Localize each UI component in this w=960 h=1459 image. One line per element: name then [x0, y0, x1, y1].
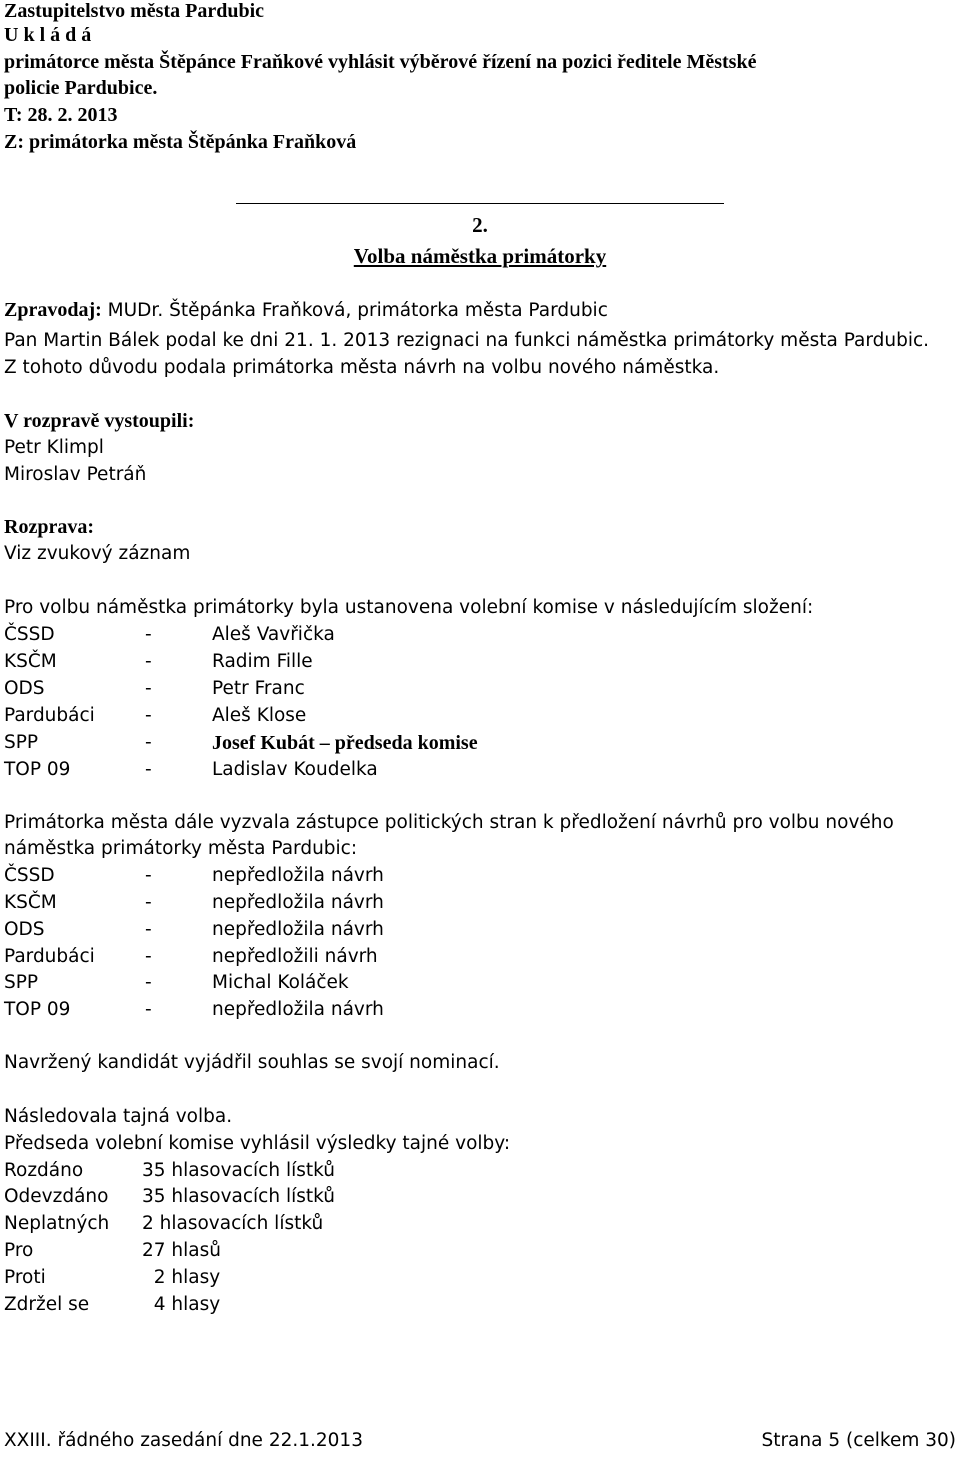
speaker-1: Petr Klimpl: [4, 437, 104, 458]
section-number: 2.: [472, 213, 488, 237]
proposal-value: nepředložila návrh: [212, 865, 384, 886]
commission-dash: -: [145, 678, 152, 699]
commission-dash: -: [145, 732, 152, 753]
proposal-value: nepředložila návrh: [212, 919, 384, 940]
proposal-party: TOP 09: [4, 999, 71, 1020]
intro-line-2: Z tohoto důvodu podala primátorka města návrh na volbu nového náměstka.: [4, 357, 720, 378]
header-line-3: primátorce města Štěpánce Fraňkové vyhlásit výběrové řízení na pozici ředitele Městské: [4, 51, 757, 73]
vote-value: 35 hlasovacích lístků: [142, 1160, 335, 1181]
vote-label: Neplatných: [4, 1213, 110, 1234]
commission-dash: -: [145, 759, 152, 780]
header-line-1: Zastupitelstvo města Pardubic: [4, 0, 264, 22]
commission-dash: -: [145, 651, 152, 672]
vote-line-2: Předseda volební komise vyhlásil výsledky tajné volby:: [4, 1133, 511, 1154]
commission-member: Ladislav Koudelka: [212, 759, 378, 780]
commission-party: TOP 09: [4, 759, 71, 780]
proposal-party: ČSSD: [4, 865, 55, 886]
commission-dash: -: [145, 705, 152, 726]
header-line-4: policie Pardubice.: [4, 77, 158, 99]
proposal-party: KSČM: [4, 892, 57, 913]
vote-value: 27 hlasů: [142, 1240, 221, 1261]
commission-member: Aleš Vavřička: [212, 624, 335, 645]
vote-value: 2 hlasy: [142, 1267, 221, 1288]
section-title: Volba náměstka primátorky: [353, 244, 607, 268]
proposal-party: SPP: [4, 972, 39, 993]
vote-label: Pro: [4, 1240, 34, 1261]
debate-label: Rozprava:: [4, 516, 94, 538]
proposal-value: nepředložili návrh: [212, 946, 378, 967]
proposal-value: nepředložila návrh: [212, 892, 384, 913]
section-divider: [236, 203, 724, 204]
speaker-2: Miroslav Petráň: [4, 464, 147, 485]
speakers-label: V rozpravě vystoupili:: [4, 410, 195, 432]
commission-member: Aleš Klose: [212, 705, 307, 726]
reporter-line: [4, 297, 608, 324]
consent-text: Navržený kandidát vyjádřil souhlas se svojí nominací.: [4, 1052, 500, 1073]
reporter-value: MUDr. Štěpánka Fraňková, primátorka města Pardubic: [101, 300, 608, 321]
vote-label: Zdržel se: [4, 1294, 90, 1315]
commission-party: ČSSD: [4, 624, 55, 645]
commission-intro: Pro volbu náměstka primátorky byla ustanovena volební komise v následujícím složení:: [4, 597, 814, 618]
debate-value: Viz zvukový záznam: [4, 543, 191, 564]
proposal-party: ODS: [4, 919, 45, 940]
proposals-intro-2: náměstka primátorky města Pardubic:: [4, 838, 358, 859]
vote-label: Odevzdáno: [4, 1186, 109, 1207]
commission-member: Radim Fille: [212, 651, 313, 672]
footer-page-number: Strana 5 (celkem 30): [761, 1430, 956, 1451]
proposal-dash: -: [145, 946, 152, 967]
vote-label: Proti: [4, 1267, 46, 1288]
vote-value: 35 hlasovacích lístků: [142, 1186, 335, 1207]
proposals-intro-1: Primátorka města dále vyzvala zástupce politických stran k předložení návrhů pro volbu nového: [4, 812, 894, 833]
proposal-dash: -: [145, 865, 152, 886]
header-line-2: U k l á d á: [4, 24, 92, 46]
commission-chair: Josef Kubát – předseda komise: [212, 732, 478, 754]
intro-line-1: Pan Martin Bálek podal ke dni 21. 1. 2013 rezignaci na funkci náměstka primátorky města Pardubic.: [4, 330, 930, 351]
vote-line-1: Následovala tajná volba.: [4, 1106, 233, 1127]
commission-member: Petr Franc: [212, 678, 305, 699]
proposal-value: nepředložila návrh: [212, 999, 384, 1020]
proposal-dash: -: [145, 892, 152, 913]
proposal-dash: -: [145, 999, 152, 1020]
commission-party: KSČM: [4, 651, 57, 672]
header-line-5: T: 28. 2. 2013: [4, 104, 118, 126]
reporter-label: Zpravodaj:: [4, 299, 102, 321]
vote-label: Rozdáno: [4, 1160, 84, 1181]
commission-dash: -: [145, 624, 152, 645]
commission-party: Pardubáci: [4, 705, 95, 726]
header-line-6: Z: primátorka města Štěpánka Fraňková: [4, 131, 357, 153]
commission-party: SPP: [4, 732, 39, 753]
commission-party: ODS: [4, 678, 45, 699]
proposal-value: Michal Koláček: [212, 972, 349, 993]
proposal-dash: -: [145, 919, 152, 940]
proposal-dash: -: [145, 972, 152, 993]
vote-value: 2 hlasovacích lístků: [142, 1213, 324, 1234]
vote-value: 4 hlasy: [142, 1294, 221, 1315]
footer-session: XXIII. řádného zasedání dne 22.1.2013: [4, 1430, 363, 1451]
proposal-party: Pardubáci: [4, 946, 95, 967]
